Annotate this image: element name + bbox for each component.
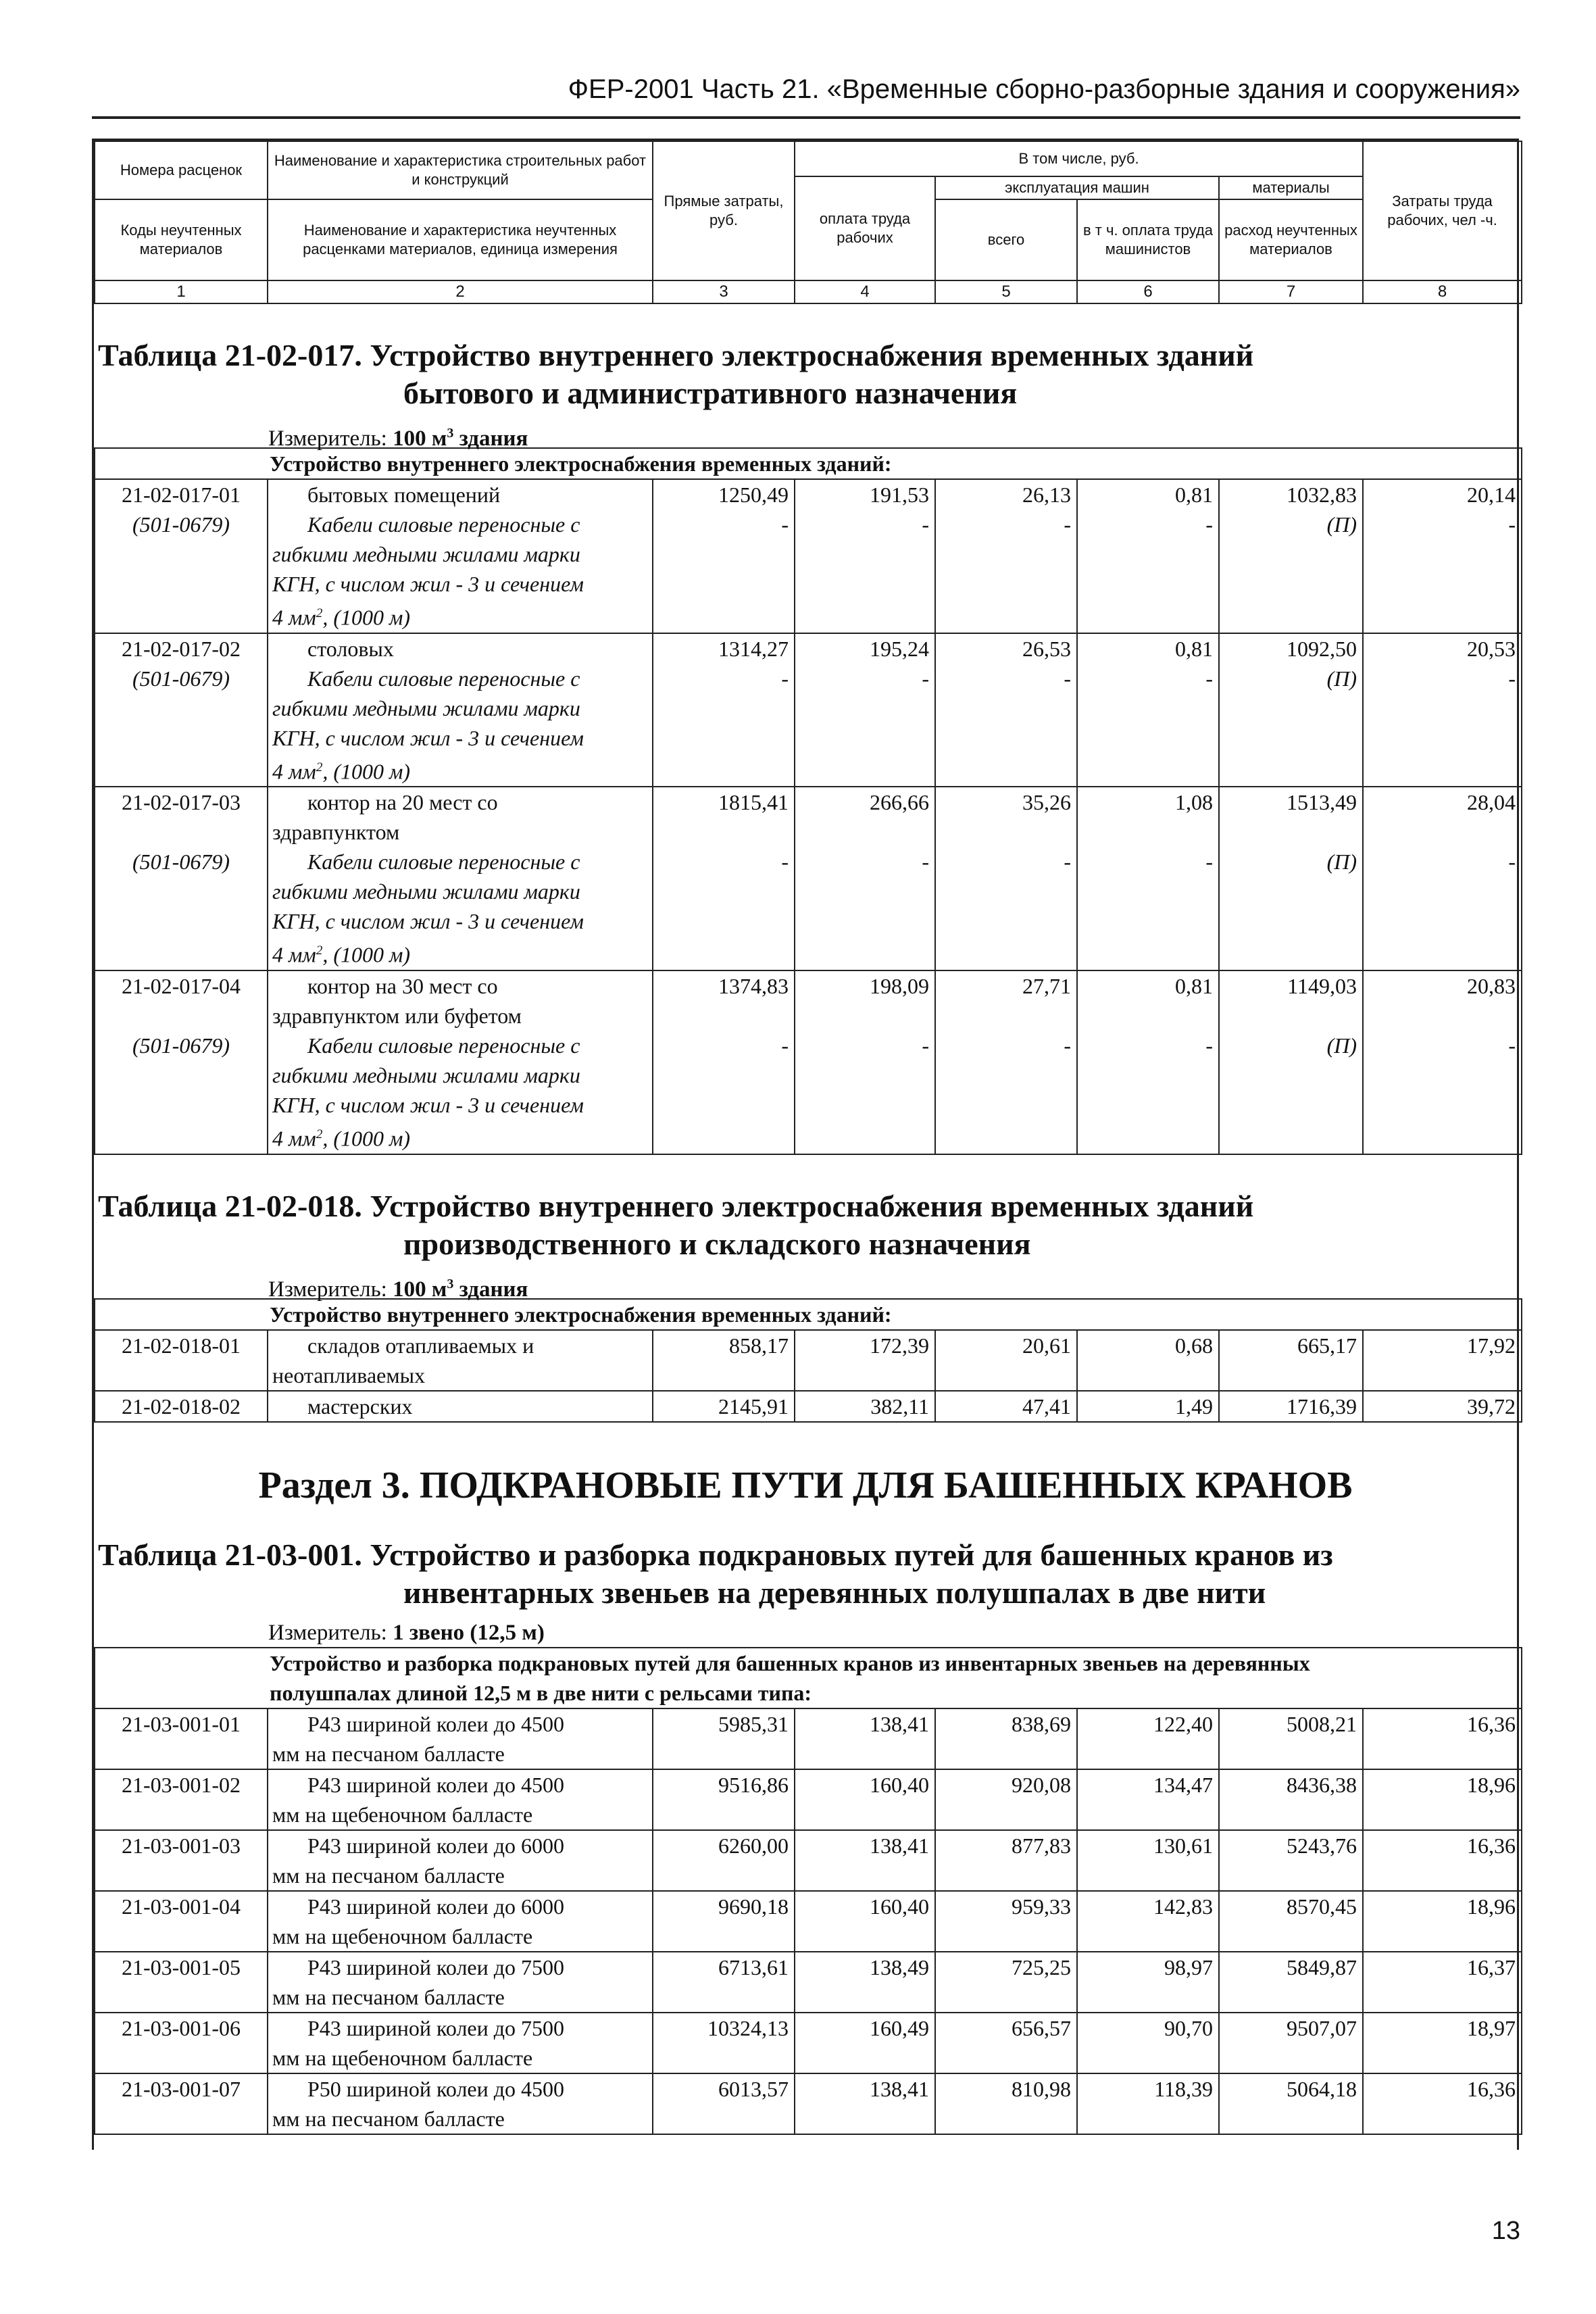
table-row [95,1952,1522,2013]
table-17-title-line1: Таблица 21-02-017. Устройство внутреннего электроснабжения временных зданий [98,338,1254,372]
work-name-line: мм на щебеночном балласте [272,2045,533,2070]
wages: 382,11 [795,1391,935,1422]
direct-costs: 5985,31 [653,1708,795,1769]
material-flag: (П) [1219,847,1363,970]
work-name-line: мм на песчаном балласте [272,2106,505,2131]
rate-code: 21-03-001-02 [95,1769,268,1830]
work-name [268,1952,653,2013]
table-18-group-title: Устройство внутреннего электроснабжения временных зданий: [95,1299,1522,1330]
table-18-title-line2: производственного и складского назначения [403,1226,1031,1261]
work-name [268,479,653,510]
machines-total: 877,83 [935,1830,1077,1891]
col-num-3: 3 [653,280,795,303]
work-name-line: неотапливаемых [272,1362,426,1387]
col-machines-header: эксплуатация машин [935,176,1219,199]
table-301 [94,1647,1522,2135]
table-row [95,1391,1522,1422]
rate-code: 21-02-018-01 [95,1330,268,1391]
work-name [268,1330,653,1391]
dash-cell: - [1077,847,1219,970]
materials: 1513,49 [1219,787,1363,847]
rate-code: 21-02-017-01 [95,479,268,510]
header-text: ФЕР-2001 Часть 21. «Временные сборно-разборные здания и сооружения» [568,74,1520,104]
material-line: КГН, с числом жил - 3 и сечением [272,909,584,934]
materials: 665,17 [1219,1330,1363,1391]
material-flag: (П) [1219,510,1363,633]
unit-value: 100 $м^3$ здания [393,426,528,451]
machines-total: 35,26 [935,787,1077,847]
table-301-title-line2: инвентарных звеньев на деревянных полушпалах в две нити [403,1575,1266,1610]
wages: 172,39 [795,1330,935,1391]
direct-costs: 10324,13 [653,2013,795,2073]
machines-total: 725,25 [935,1952,1077,2013]
work-name-line: Р43 шириной колеи до 4500 [307,1711,565,1736]
table-row [95,1769,1522,1830]
operator-wages: 1,49 [1077,1391,1219,1422]
direct-costs: 2145,91 [653,1391,795,1422]
material-line: 4 $мм^2$, (1000 м) [272,942,411,967]
labor-hours: 18,97 [1363,2013,1522,2073]
operator-wages: 90,70 [1077,2013,1219,2073]
work-name-line: мм на песчаном балласте [272,1741,505,1766]
wages: 138,49 [795,1952,935,2013]
table-row [95,1708,1522,1769]
wages: 138,41 [795,2073,935,2134]
dash-cell: - [1363,510,1522,633]
labor-hours: 16,37 [1363,1952,1522,2013]
table-row [95,633,1522,664]
work-name-line: Р43 шириной колеи до 6000 [307,1833,565,1858]
material-line: КГН, с числом жил - 3 и сечением [272,725,584,750]
column-header-table [94,141,1522,304]
labor-hours: 18,96 [1363,1891,1522,1952]
table-17 [94,447,1522,1155]
table-17-title [98,337,1517,412]
col-num-7: 7 [1219,280,1363,303]
material-line: 4 $мм^2$, (1000 м) [272,1126,411,1151]
machines-total: 26,13 [935,479,1077,510]
materials: 1149,03 [1219,970,1363,1031]
materials: 1716,39 [1219,1391,1363,1422]
dash-cell: - [1363,847,1522,970]
table-row [95,1830,1522,1891]
machines-total: 656,57 [935,2013,1077,2073]
col-num-4: 4 [795,280,935,303]
col-num-5: 5 [935,280,1077,303]
wages: 160,40 [795,1891,935,1952]
dash-cell: - [653,664,795,787]
material-line: Кабели силовые переносные с [307,512,580,537]
work-name [268,787,653,847]
work-name-line: контор на 30 мест со [307,973,498,998]
rate-code: 21-03-001-01 [95,1708,268,1769]
wages: 138,41 [795,1830,935,1891]
dash-cell: - [653,1031,795,1154]
table-18 [94,1298,1522,1423]
col-work-name-header: Наименование и характеристика строительных работ и конструкций [268,141,653,199]
col-machines-total-header: всего [935,199,1077,280]
direct-costs: 9516,86 [653,1769,795,1830]
materials: 1092,50 [1219,633,1363,664]
rate-code: 21-03-001-05 [95,1952,268,2013]
materials: 9507,07 [1219,2013,1363,2073]
col-material-codes-header: Коды неучтенных материалов [95,199,268,280]
direct-costs: 9690,18 [653,1891,795,1952]
work-name-line: складов отапливаемых и [307,1333,534,1358]
material-row [95,664,1522,787]
work-name-line: Р43 шириной колеи до 7500 [307,1954,565,1979]
work-name-line: здравпунктом или буфетом [272,1003,522,1028]
table-row [95,2073,1522,2134]
direct-costs: 1815,41 [653,787,795,847]
materials: 8570,45 [1219,1891,1363,1952]
material-row [95,847,1522,970]
material-code: (501-0679) [95,510,268,633]
dash-cell: - [795,510,935,633]
work-name-line: здравпунктом [272,820,400,845]
wages: 195,24 [795,633,935,664]
table-301-title [98,1536,1517,1612]
dash-cell: - [1077,664,1219,787]
work-name-line: столовых [307,636,394,661]
labor-hours: 16,36 [1363,1830,1522,1891]
col-num-6: 6 [1077,280,1219,303]
material-name [268,664,653,787]
labor-hours: 16,36 [1363,2073,1522,2134]
direct-costs: 6713,61 [653,1952,795,2013]
col-direct-costs-header: Прямые затраты, руб. [653,141,795,280]
wages: 138,41 [795,1708,935,1769]
operator-wages: 0,81 [1077,970,1219,1031]
material-name [268,847,653,970]
rate-code: 21-02-017-04 [95,970,268,1031]
table-18-title-line1: Таблица 21-02-018. Устройство внутреннего электроснабжения временных зданий [98,1188,1254,1223]
wages: 266,66 [795,787,935,847]
col-operator-wages-header: в т ч. оплата труда машинистов [1077,199,1219,280]
material-line: Кабели силовые переносные с [307,1033,580,1058]
material-code: (501-0679) [95,1031,268,1154]
material-line: КГН, с числом жил - 3 и сечением [272,572,584,596]
col-materials-header: материалы [1219,176,1363,199]
material-row [95,510,1522,633]
table-row [95,970,1522,1031]
materials: 5064,18 [1219,2073,1363,2134]
materials: 5849,87 [1219,1952,1363,2013]
table-301-unit [94,1612,1517,1647]
table-row [95,1891,1522,1952]
operator-wages: 134,47 [1077,1769,1219,1830]
material-code: (501-0679) [95,847,268,970]
table-17-unit [94,412,1517,451]
table-301-group-title: Устройство и разборка подкрановых путей для башенных кранов из инвентарных звеньев на деревянных полушпалах длиной 12,5 м в две нити с рельсами типа: [95,1648,1522,1708]
direct-costs: 6013,57 [653,2073,795,2134]
labor-hours: 39,72 [1363,1391,1522,1422]
rate-code: 21-03-001-04 [95,1891,268,1952]
operator-wages: 0,68 [1077,1330,1219,1391]
material-row [95,1031,1522,1154]
materials: 5008,21 [1219,1708,1363,1769]
machines-total: 838,69 [935,1708,1077,1769]
material-code: (501-0679) [95,664,268,787]
table-17-group-title: Устройство внутреннего электроснабжения временных зданий: [95,448,1522,479]
operator-wages: 130,61 [1077,1830,1219,1891]
work-name [268,970,653,1031]
dash-cell: - [935,510,1077,633]
direct-costs: 6260,00 [653,1830,795,1891]
work-name-line: Р43 шириной колеи до 7500 [307,2015,565,2040]
rate-code: 21-03-001-03 [95,1830,268,1891]
work-name-line: Р50 шириной колеи до 4500 [307,2076,565,2101]
work-name [268,1708,653,1769]
operator-wages: 122,40 [1077,1708,1219,1769]
wages: 160,40 [795,1769,935,1830]
col-num-1: 1 [95,280,268,303]
material-name [268,1031,653,1154]
table-row [95,479,1522,510]
table-17-title-line2: бытового и административного назначения [403,376,1018,410]
material-line: Кабели силовые переносные с [307,850,580,875]
machines-total: 27,71 [935,970,1077,1031]
col-labor-hours-header: Затраты труда рабочих, чел -ч. [1363,141,1522,280]
page-header [92,68,1520,119]
work-name [268,1891,653,1952]
material-line: КГН, с числом жил - 3 и сечением [272,1092,584,1117]
work-name [268,1769,653,1830]
operator-wages: 0,81 [1077,633,1219,664]
col-num-8: 8 [1363,280,1522,303]
dash-cell: - [1077,1031,1219,1154]
col-num-2: 2 [268,280,653,303]
labor-hours: 20,83 [1363,970,1522,1031]
labor-hours: 20,53 [1363,633,1522,664]
labor-hours: 20,14 [1363,479,1522,510]
dash-cell: - [1077,510,1219,633]
operator-wages: 98,97 [1077,1952,1219,2013]
work-name-line: мастерских [307,1394,413,1419]
work-name-line: Р43 шириной колеи до 6000 [307,1894,565,1919]
table-row [95,1330,1522,1391]
materials: 8436,38 [1219,1769,1363,1830]
dash-cell: - [935,1031,1077,1154]
table-301-title-line1: Таблица 21-03-001. Устройство и разборка подкрановых путей для башенных кранов из [98,1537,1333,1572]
material-line: 4 $мм^2$, (1000 м) [272,759,411,784]
machines-total: 810,98 [935,2073,1077,2134]
direct-costs: 1374,83 [653,970,795,1031]
machines-total: 26,53 [935,633,1077,664]
col-wages-header: оплата труда рабочих [795,176,935,280]
labor-hours: 16,36 [1363,1708,1522,1769]
work-name [268,1830,653,1891]
materials: 1032,83 [1219,479,1363,510]
unit-value: 1 звено (12,5 м) [393,1620,545,1645]
unit-value: 100 $м^3$ здания [393,1276,528,1302]
work-name-line: Р43 шириной колеи до 4500 [307,1772,565,1797]
dash-cell: - [795,664,935,787]
material-name [268,510,653,633]
rate-code: 21-03-001-06 [95,2013,268,2073]
material-line: гибкими медными жилами марки [272,1062,580,1087]
unit-label: Измеритель: [268,1620,387,1645]
work-name-line: бытовых помещений [307,483,501,507]
work-name [268,2073,653,2134]
labor-hours: 28,04 [1363,787,1522,847]
operator-wages: 1,08 [1077,787,1219,847]
work-name-line: контор на 20 мест со [307,790,498,815]
labor-hours: 18,96 [1363,1769,1522,1830]
wages: 191,53 [795,479,935,510]
material-line: гибкими медными жилами марки [272,542,580,566]
work-name-line: мм на песчаном балласте [272,1863,505,1888]
operator-wages: 142,83 [1077,1891,1219,1952]
rate-code: 21-02-017-02 [95,633,268,664]
table-18-unit [94,1263,1517,1302]
col-material-usage-header: расход неучтенных материалов [1219,199,1363,280]
unit-label: Измеритель: [268,1277,387,1302]
work-name-line: мм на щебеночном балласте [272,1923,533,1948]
operator-wages: 118,39 [1077,2073,1219,2134]
table-18-title [98,1187,1517,1263]
wages: 160,49 [795,2013,935,2073]
labor-hours: 17,92 [1363,1330,1522,1391]
col-material-name-header: Наименование и характеристика неучтенных расценками материалов, единица измерения [268,199,653,280]
rate-code: 21-02-017-03 [95,787,268,847]
dash-cell: - [795,847,935,970]
dash-cell: - [935,664,1077,787]
machines-total: 959,33 [935,1891,1077,1952]
material-line: гибкими медными жилами марки [272,695,580,720]
direct-costs: 1250,49 [653,479,795,510]
col-rate-number-header: Номера расценок [95,141,268,199]
dash-cell: - [653,510,795,633]
table-row [95,787,1522,847]
table-row [95,2013,1522,2073]
operator-wages: 0,81 [1077,479,1219,510]
material-line: 4 $мм^2$, (1000 м) [272,605,411,630]
page-number: 13 [1491,2217,1520,2245]
machines-total: 47,41 [935,1391,1077,1422]
machines-total: 20,61 [935,1330,1077,1391]
work-name [268,1391,653,1422]
materials: 5243,76 [1219,1830,1363,1891]
dash-cell: - [653,847,795,970]
work-name-line: мм на песчаном балласте [272,1984,505,2009]
work-name [268,2013,653,2073]
document-frame [92,139,1519,2150]
direct-costs: 1314,27 [653,633,795,664]
section-3-title: Раздел 3. ПОДКРАНОВЫЕ ПУТИ ДЛЯ БАШЕННЫХ КРАНОВ [258,1464,1353,1506]
dash-cell: - [795,1031,935,1154]
rate-code: 21-02-018-02 [95,1391,268,1422]
dash-cell: - [1363,1031,1522,1154]
machines-total: 920,08 [935,1769,1077,1830]
dash-cell: - [1363,664,1522,787]
unit-label: Измеритель: [268,426,387,451]
dash-cell: - [935,847,1077,970]
col-including-header: В том числе, руб. [795,141,1363,176]
wages: 198,09 [795,970,935,1031]
material-flag: (П) [1219,1031,1363,1154]
material-line: Кабели силовые переносные с [307,666,580,691]
work-name-line: мм на щебеночном балласте [272,1802,533,1827]
rate-code: 21-03-001-07 [95,2073,268,2134]
material-line: гибкими медными жилами марки [272,879,580,904]
work-name [268,633,653,664]
direct-costs: 858,17 [653,1330,795,1391]
material-flag: (П) [1219,664,1363,787]
